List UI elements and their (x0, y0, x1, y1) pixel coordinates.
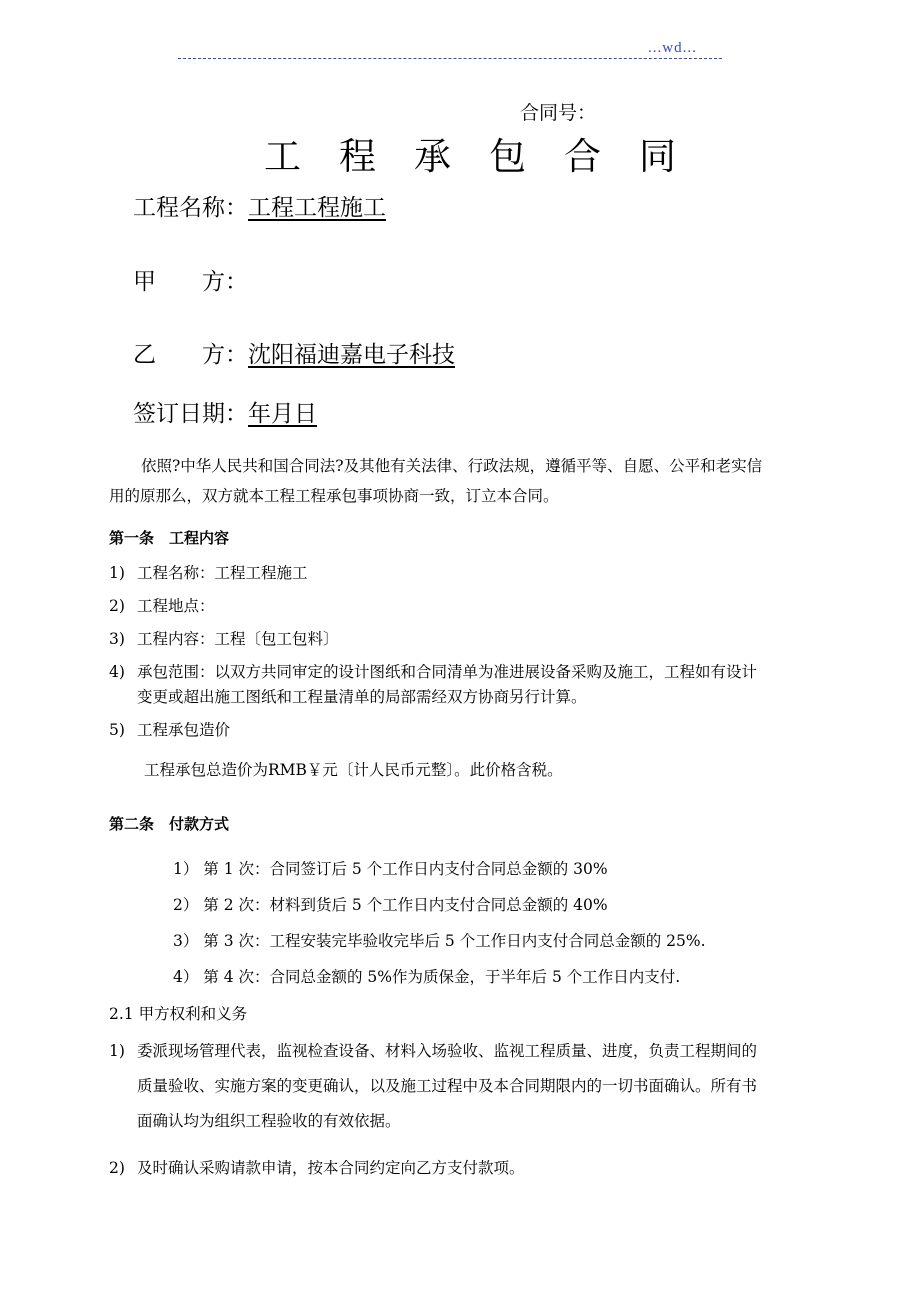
item-number: 3) (109, 630, 125, 648)
title-char: 合 (564, 135, 601, 178)
article2-heading: 第二条 付款方式 (109, 815, 230, 833)
field-value: 沈阳福迪嘉电子科技 (248, 342, 455, 368)
item-text: 及时确认采购请款申请，按本合同约定向乙方支付款项。 (137, 1159, 525, 1177)
section-2-1-heading: 2.1 甲方权利和义务 (109, 1005, 248, 1023)
article1-heading: 第一条 工程内容 (109, 529, 230, 547)
item-text: 工程名称：工程工程施工 (137, 564, 308, 582)
intro-line: 用的原那么，双方就本工程工程承包事项协商一致，订立本合同。 (109, 487, 559, 505)
header-dashed-line (178, 58, 722, 59)
item-number: 1) (109, 564, 125, 582)
document-title (264, 126, 714, 180)
item-text: 承包范围：以双方共同审定的设计图纸和合同清单为准进展设备采购及施工，工程如有设计 (137, 663, 758, 681)
field-party-b (133, 336, 455, 369)
list-item (109, 1039, 757, 1061)
title-char: 包 (489, 135, 526, 178)
item-number: 4) (109, 663, 125, 681)
item-number: 2) (109, 597, 125, 615)
field-label: 工程名称： (133, 195, 248, 221)
price-statement: 工程承包总造价为RMB￥元〔计人民币元整〕。此价格含税。 (144, 761, 563, 779)
field-label: 甲 方： (133, 269, 248, 295)
payment-item: 1） 第 1 次：合同签订后 5 个工作日内支付合同总金额的 30% (173, 860, 608, 878)
list-item-continuation: 面确认均为组织工程验收的有效依据。 (137, 1112, 401, 1130)
title-char: 同 (639, 135, 676, 178)
item-text: 工程内容：工程〔包工包料〕 (137, 630, 339, 648)
item-number: 5) (109, 721, 125, 739)
item-number: 2) (109, 1159, 125, 1177)
field-value: 工程工程施工 (248, 195, 386, 221)
payment-item: 2） 第 2 次：材料到货后 5 个工作日内支付合同总金额的 40% (173, 896, 608, 914)
header-mark: ...wd... (648, 40, 697, 56)
payment-item: 3） 第 3 次：工程安装完毕验收完毕后 5 个工作日内支付合同总金额的 25%. (173, 932, 706, 950)
list-item (109, 660, 757, 682)
intro-line: 依照?中华人民共和国合同法?及其他有关法律、行政法规，遵循平等、自愿、公平和老实信 (141, 457, 763, 475)
title-char: 程 (339, 135, 376, 178)
item-text: 委派现场管理代表，监视检查设备、材料入场验收、监视工程质量、进度，负责工程期间的 (137, 1042, 758, 1060)
list-item (109, 594, 215, 616)
payment-item: 4） 第 4 次：合同总金额的 5%作为质保金，于半年后 5 个工作日内支付. (173, 968, 681, 986)
title-char: 承 (414, 135, 451, 178)
list-item (109, 627, 339, 649)
list-item-continuation: 变更或超出施工图纸和工程量清单的局部需经双方协商另行计算。 (137, 688, 587, 706)
field-party-a (133, 263, 248, 296)
field-value: 年月日 (248, 401, 317, 427)
item-text: 工程承包造价 (137, 721, 231, 739)
field-sign-date (133, 395, 317, 428)
contract-number-label: 合同号： (520, 102, 597, 124)
title-char: 工 (264, 135, 301, 178)
list-item (109, 561, 308, 583)
item-number: 1) (109, 1042, 125, 1060)
list-item (109, 718, 230, 740)
list-item (109, 1156, 525, 1178)
item-text: 工程地点： (137, 597, 215, 615)
field-label: 签订日期： (133, 401, 248, 427)
field-label: 乙 方： (133, 342, 248, 368)
field-project-name (133, 189, 386, 222)
list-item-continuation: 质量验收、实施方案的变更确认，以及施工过程中及本合同期限内的一切书面确认。所有书 (137, 1077, 758, 1095)
